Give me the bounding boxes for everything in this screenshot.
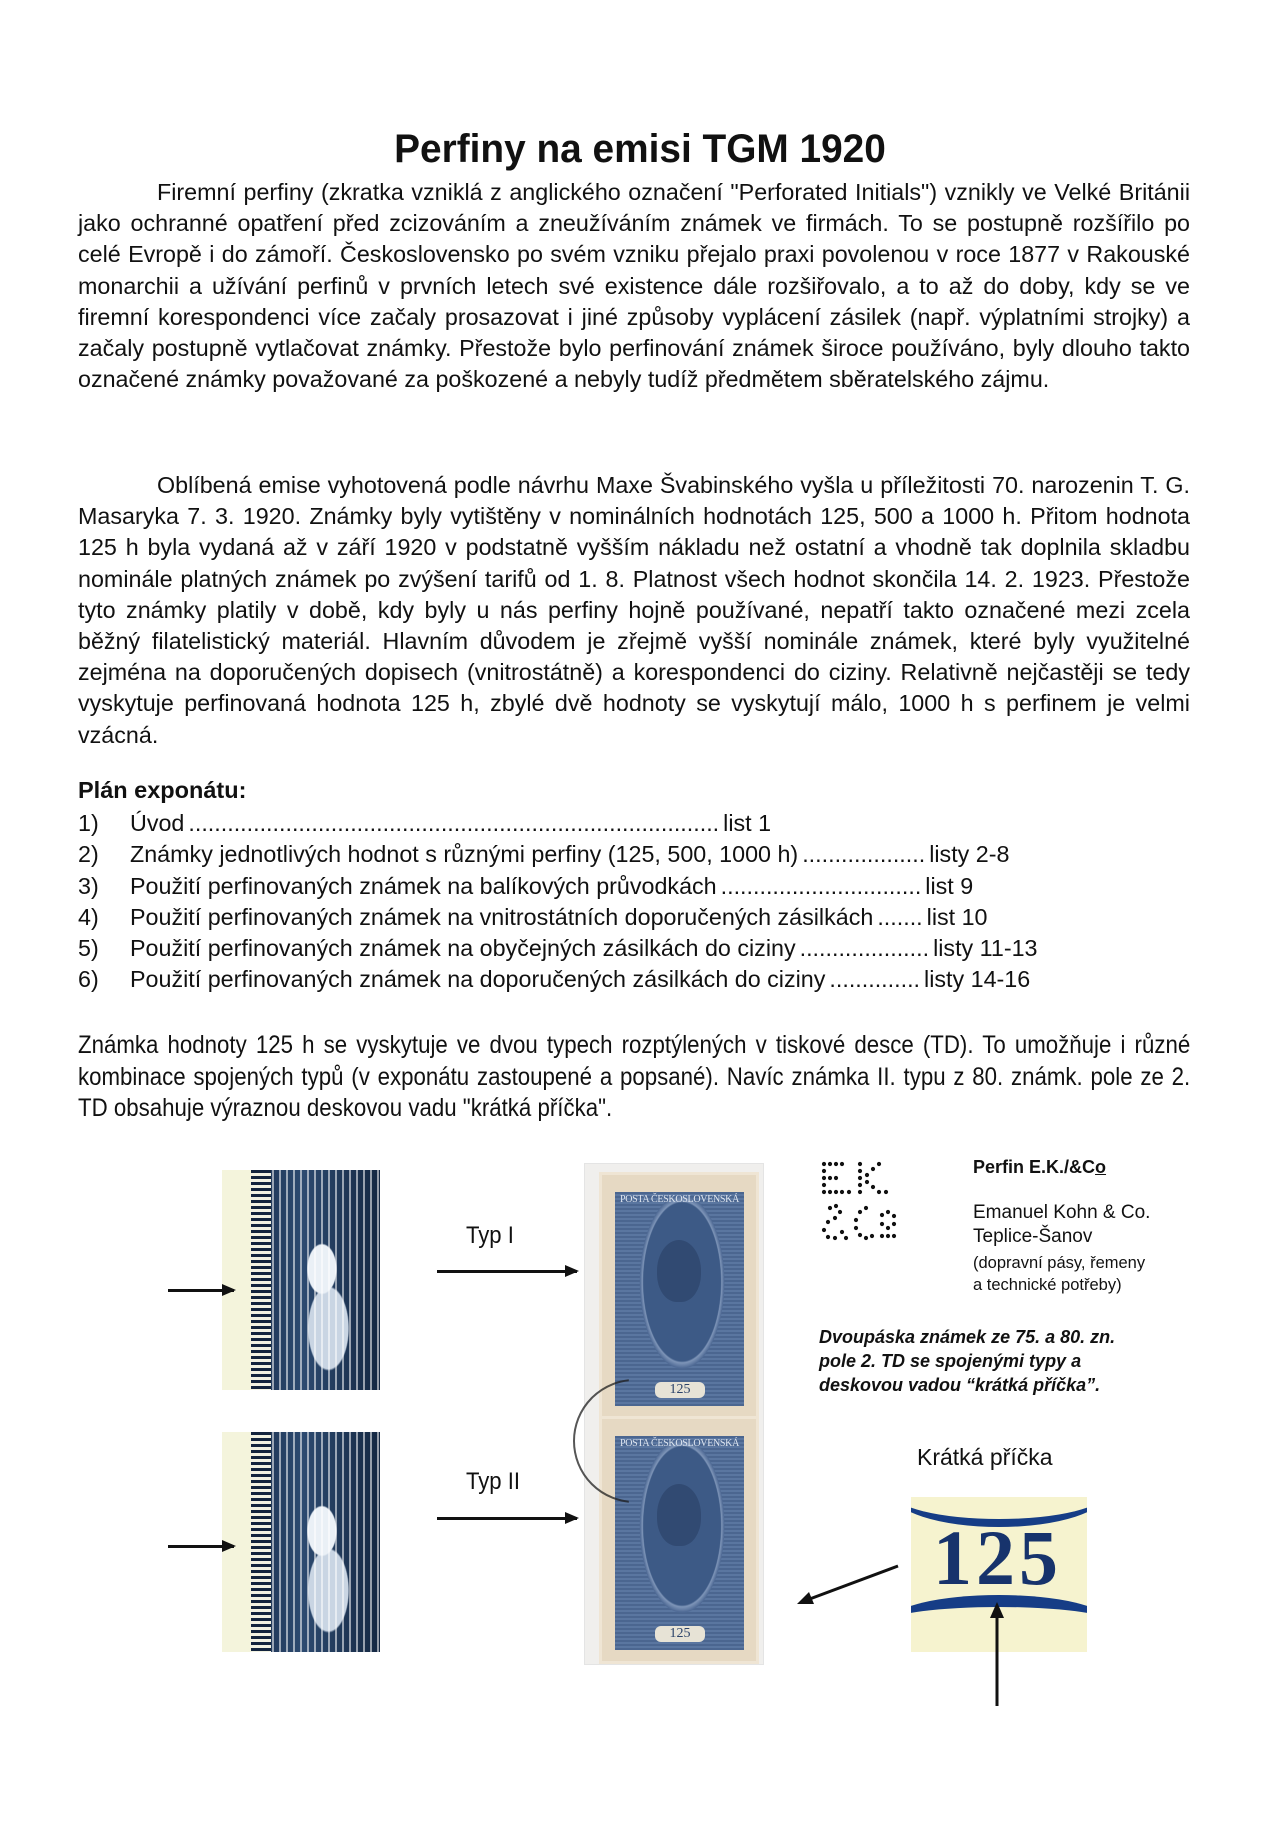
perfin-pattern-icon	[820, 1160, 910, 1250]
stamp-design	[615, 1436, 744, 1650]
perfin-hole	[834, 1204, 838, 1208]
plan-item	[78, 933, 1178, 964]
perfin-hole	[838, 1210, 842, 1214]
plan-item-number: 5)	[78, 935, 99, 962]
perfin-title	[973, 1157, 1106, 1178]
dot-leader: ..............	[829, 966, 921, 993]
portrait	[657, 1484, 701, 1546]
perfin-hole	[886, 1210, 890, 1214]
plan-item-number: 3)	[78, 872, 99, 899]
plan-item	[78, 871, 1178, 902]
company-info	[973, 1201, 1150, 1249]
perfin-hole	[864, 1206, 868, 1210]
perfin-hole	[877, 1162, 881, 1166]
perfin-hole	[865, 1180, 869, 1184]
stamp-value: 125	[655, 1626, 705, 1642]
plan-item	[78, 808, 1178, 839]
perfin-hole	[822, 1176, 826, 1180]
plan-item-number: 2)	[78, 841, 99, 868]
caption-line: deskovou vadou “krátká příčka”.	[819, 1375, 1101, 1395]
dot-leader: ...............................	[720, 872, 922, 899]
plan-item-text: Použití perfinovaných známek na balíkových průvodkách	[130, 872, 717, 899]
caption-line: Dvoupáska známek ze 75. a 80. zn.	[819, 1327, 1116, 1347]
plan-item-sheet-ref: list 10	[926, 903, 988, 930]
perfin-hole	[858, 1176, 862, 1180]
perfin-hole	[880, 1234, 884, 1238]
company-note	[973, 1252, 1145, 1296]
company-note-line: (dopravní pásy, řemeny	[973, 1254, 1146, 1272]
types-paragraph: Známka hodnoty 125 h se vyskytuje ve dvou typech rozptýlených v tiskové desce (TD). To umožňuje i různé kombinace spojených typů (v exponátu zastoupené a popsané). Navíc známka II. typu z 80. známk. pole ze 2. TD obsahuje výraznou deskovou vadu "krátká příčka".	[78, 1032, 1191, 1122]
perfin-hole	[826, 1220, 830, 1224]
perfin-hole	[880, 1222, 884, 1226]
stamp-legend: POSTA ČESKOSLOVENSKÁ	[619, 1438, 740, 1449]
perfin-hole	[864, 1236, 868, 1240]
perfin-hole	[871, 1167, 875, 1171]
perfin-hole	[858, 1169, 862, 1173]
type1-pointer-arrow	[168, 1289, 234, 1292]
perfin-hole	[858, 1210, 862, 1214]
page-title: Perfiny na emisi TGM 1920	[394, 126, 886, 171]
dot-leader: ...................	[802, 841, 926, 868]
perfin-hole	[847, 1190, 851, 1194]
company-note-line: a technické potřeby)	[973, 1276, 1122, 1294]
perfin-hole	[858, 1233, 862, 1237]
plan-item-sheet-ref: listy 14-16	[924, 966, 1031, 993]
perfin-dots	[822, 1162, 896, 1240]
perfin-hole	[833, 1216, 837, 1220]
perfin-hole	[822, 1183, 826, 1187]
perfin-hole	[892, 1234, 896, 1238]
plan-item-sheet-ref: list 1	[723, 810, 772, 836]
perfin-hole	[858, 1162, 862, 1166]
company-name: Emanuel Kohn & Co.	[973, 1202, 1151, 1223]
perfin-title-underlined: o	[1095, 1157, 1107, 1177]
plan-item-sheet-ref: listy 2-8	[929, 841, 1010, 868]
stamp-pair-image	[584, 1163, 764, 1665]
stamp-legend: POSTA ČESKOSLOVENSKÁ	[619, 1194, 740, 1205]
perfin-hole	[854, 1226, 858, 1230]
perfin-hole	[828, 1190, 832, 1194]
plan-item-text: Úvod	[130, 810, 185, 836]
perfin-hole	[828, 1162, 832, 1166]
dot-leader: .......	[877, 903, 923, 930]
plan-item-number: 6)	[78, 966, 99, 993]
perfin-hole	[858, 1190, 862, 1194]
caption-line: pole 2. TD se spojenými typy a	[819, 1351, 1082, 1371]
plan-item	[78, 964, 1178, 995]
portrait	[657, 1240, 701, 1302]
perfin-hole	[871, 1185, 875, 1189]
defect-pointer-arrow	[985, 1600, 1009, 1710]
plan-item-text: Použití perfinovaných známek na doporučených zásilkách do ciziny	[130, 966, 826, 993]
type2-detail-image	[222, 1432, 380, 1652]
perfin-hole	[840, 1162, 844, 1166]
perfin-hole	[892, 1222, 896, 1226]
perfin-hole	[834, 1190, 838, 1194]
plan-item-text: Použití perfinovaných známek na obyčejných zásilkách do ciziny	[130, 935, 796, 962]
plan-item-number: 4)	[78, 903, 99, 930]
perfin-hole	[880, 1213, 884, 1217]
hatched-border	[251, 1432, 271, 1652]
perfin-hole	[834, 1176, 838, 1180]
dot-leader: ....................	[799, 935, 930, 962]
defect-to-stamp-arrow	[795, 1560, 905, 1610]
plan-item-text: Známky jednotlivých hodnot s různými perfiny (125, 500, 1000 h)	[130, 841, 799, 868]
plan-heading: Plán exponátu:	[78, 777, 247, 803]
perfin-hole	[828, 1206, 832, 1210]
perfin-hole	[834, 1162, 838, 1166]
perfin-hole	[884, 1190, 888, 1194]
perfin-hole	[840, 1190, 844, 1194]
perfin-hole	[833, 1236, 837, 1240]
type2-to-stamp-arrow	[437, 1517, 577, 1520]
perfin-hole	[877, 1190, 881, 1194]
value-digits: 125	[933, 1514, 1062, 1601]
plan-item-text: Použití perfinovaných známek na vnitrostátních doporučených zásilkách	[130, 903, 874, 930]
plan-item	[78, 839, 1178, 870]
hatched-border	[251, 1170, 271, 1390]
type2-pointer-arrow	[168, 1545, 234, 1548]
perfin-hole	[892, 1214, 896, 1218]
perfin-title-text: Perfin E.K./&C	[973, 1157, 1096, 1177]
perfin-hole	[828, 1176, 832, 1180]
perfin-hole	[822, 1169, 826, 1173]
perfin-hole	[822, 1190, 826, 1194]
perfin-hole	[826, 1235, 830, 1239]
perfin-hole	[858, 1183, 862, 1187]
perfin-hole	[822, 1228, 826, 1232]
type1-to-stamp-arrow	[437, 1270, 577, 1273]
plan-item-sheet-ref: listy 11-13	[933, 935, 1038, 962]
perfin-hole	[840, 1230, 844, 1234]
plan-item-number: 1)	[78, 810, 99, 836]
perfin-hole	[870, 1234, 874, 1238]
dot-leader: ..................................................................................	[188, 810, 720, 836]
perfin-hole	[886, 1234, 890, 1238]
perfin-hole	[886, 1226, 890, 1230]
stamp-value: 125	[655, 1382, 705, 1398]
type1-label: Typ I	[466, 1222, 514, 1249]
plan-list	[78, 808, 1178, 996]
company-city: Teplice-Šanov	[973, 1226, 1093, 1247]
perfin-hole	[822, 1162, 826, 1166]
plan-item	[78, 902, 1178, 933]
perfin-hole	[844, 1236, 848, 1240]
perfin-hole	[865, 1173, 869, 1177]
defect-label: Krátká příčka	[917, 1444, 1053, 1470]
type1-detail-image	[222, 1170, 380, 1390]
perfin-hole	[854, 1218, 858, 1222]
emission-paragraph: Oblíbená emise vyhotovená podle návrhu Maxe Švabinského vyšla u příležitosti 70. narozenin T. G. Masaryka 7. 3. 1920. Známky byly vytištěny v nominálních hodnotách 125, 500 a 1000 h. Přitom hodnota 125 h byla vydaná až v září 1920 v podstatně vyšším nákladu než ostatní a vhodně tak doplnila skladbu nominále platných známek po zvýšení tarifů od 1. 8. Platnost všech hodnot skončila 14. 2. 1923. Přestože tyto známky platily v době, kdy byly u nás perfiny hojně používané, nepatří takto označené mezi zcela běžný filatelistický materiál. Hlavním důvodem je zřejmě vyšší nominále známek, které byly využitelné zejména na doporučených dopisech (vnitrostátně) a korespondenci do ciziny. Relativně nejčastěji se tedy vyskytuje perfinovaná hodnota 125 h, zbylé dvě hodnoty se vyskytují málo, 1000 h s perfinem je velmi vzácná.	[78, 472, 1190, 748]
type2-label: Typ II	[466, 1468, 520, 1495]
intro-paragraph: Firemní perfiny (zkratka vzniklá z anglického označení "Perforated Initials") vznikly ve Velké Británii jako ochranné opatření před zcizováním a zneužíváním známek ve firmách. To se postupně rozšířilo po celé Evropě i do zámoří. Československo po svém vzniku přejalo praxi povolenou v roce 1877 v Rakouské monarchii a užívání perfinů v prvních letech své existence dále rozšiřovalo, a to až do doby, kdy se ve firemní korespondenci více začaly prosazovat i jiné způsoby vyplácení zásilek (např. výplatními strojky) a začaly postupně vytlačovat známky. Přestože bylo perfinování známek široce používáno, byly dlouho takto označené známky považované za poškozené a nebyly tudíž předmětem sběratelského zájmu.	[78, 179, 1190, 393]
stamp-pair-caption	[819, 1325, 1115, 1397]
stamp-design	[615, 1192, 744, 1406]
plan-item-sheet-ref: list 9	[925, 872, 974, 899]
